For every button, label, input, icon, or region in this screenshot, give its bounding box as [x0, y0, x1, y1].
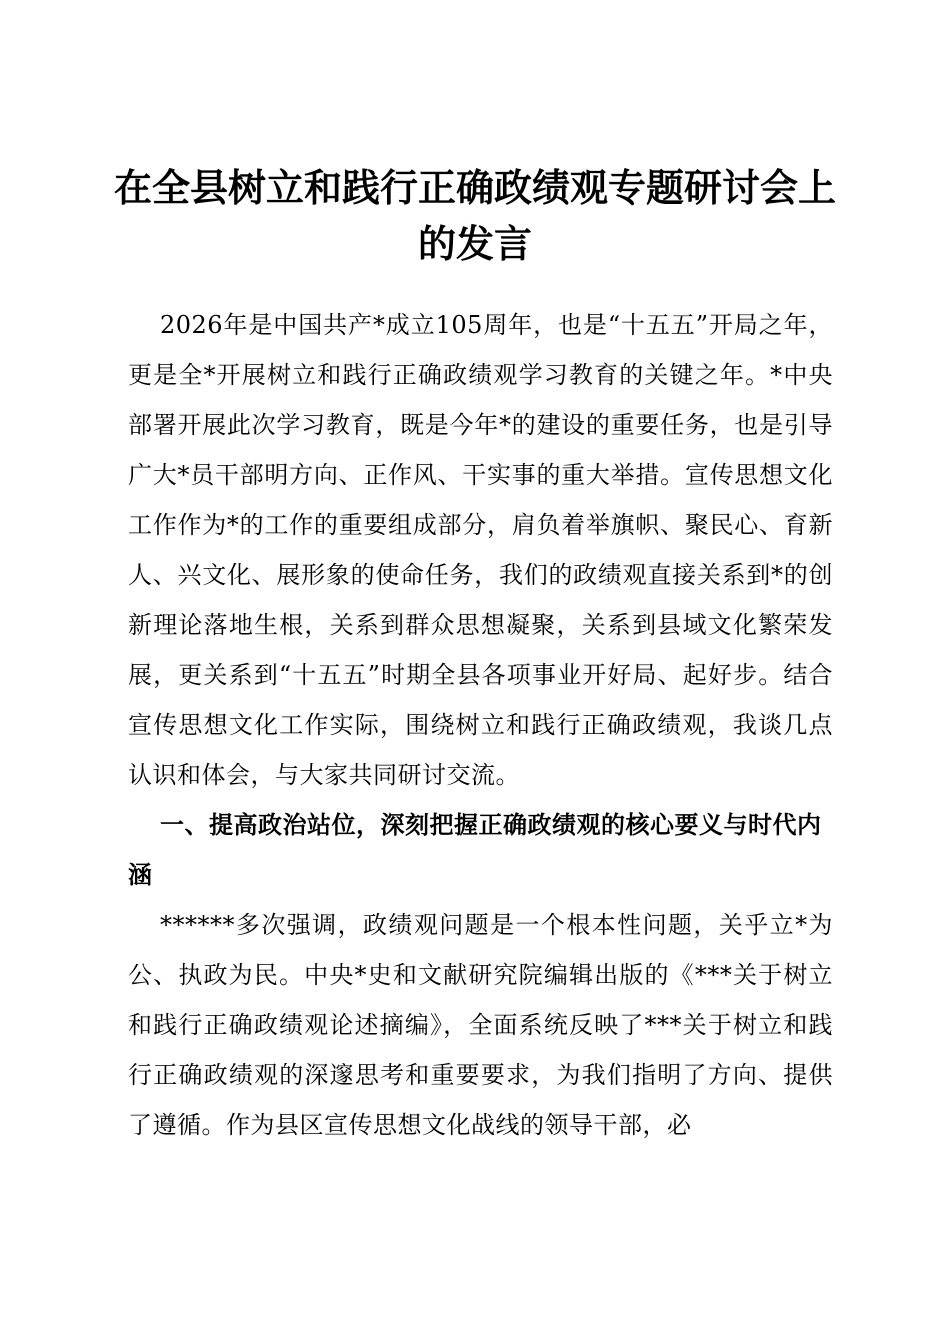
document-title: 在全县树立和践行正确政绩观专题研讨会上的发言: [113, 165, 836, 266]
intro-paragraph: 2026年是中国共产*成立105周年，也是“十五五”开局之年，更是全*开展树立和践行正确政绩观学习教育的关键之年。*中央部署开展此次学习教育，既是今年*的建设的重要任务，也是引导广大*员干部明方向、正作风、干实事的重大举措。宣传思想文化工作作为*的工作的重要组成部分，肩负着举旗帜、聚民心、育新人、兴文化、展形象的使命任务，我们的政绩观直接关系到*的创新理论落地生根，关系到群众思想凝聚，关系到县域文化繁荣发展，更关系到“十五五”时期全县各项事业开好局、起好步。结合宣传思想文化工作实际，围绕树立和践行正确政绩观，我谈几点认识和体会，与大家共同研讨交流。: [128, 311, 833, 789]
document-body: [128, 300, 833, 1150]
section-paragraph: ******多次强调，政绩观问题是一个根本性问题，关乎立*为公、执政为民。中央*史和文献研究院编辑出版的《***关于树立和践行正确政绩观论述摘编》，全面系统反映了***关于树立和践行正确政绩观的深邃思考和重要要求，为我们指明了方向、提供了遵循。作为县区宣传思想文化战线的领导干部，必: [128, 911, 833, 1139]
section-heading: 一、提高政治站位，深刻把握正确政绩观的核心要义与时代内涵: [128, 811, 822, 889]
